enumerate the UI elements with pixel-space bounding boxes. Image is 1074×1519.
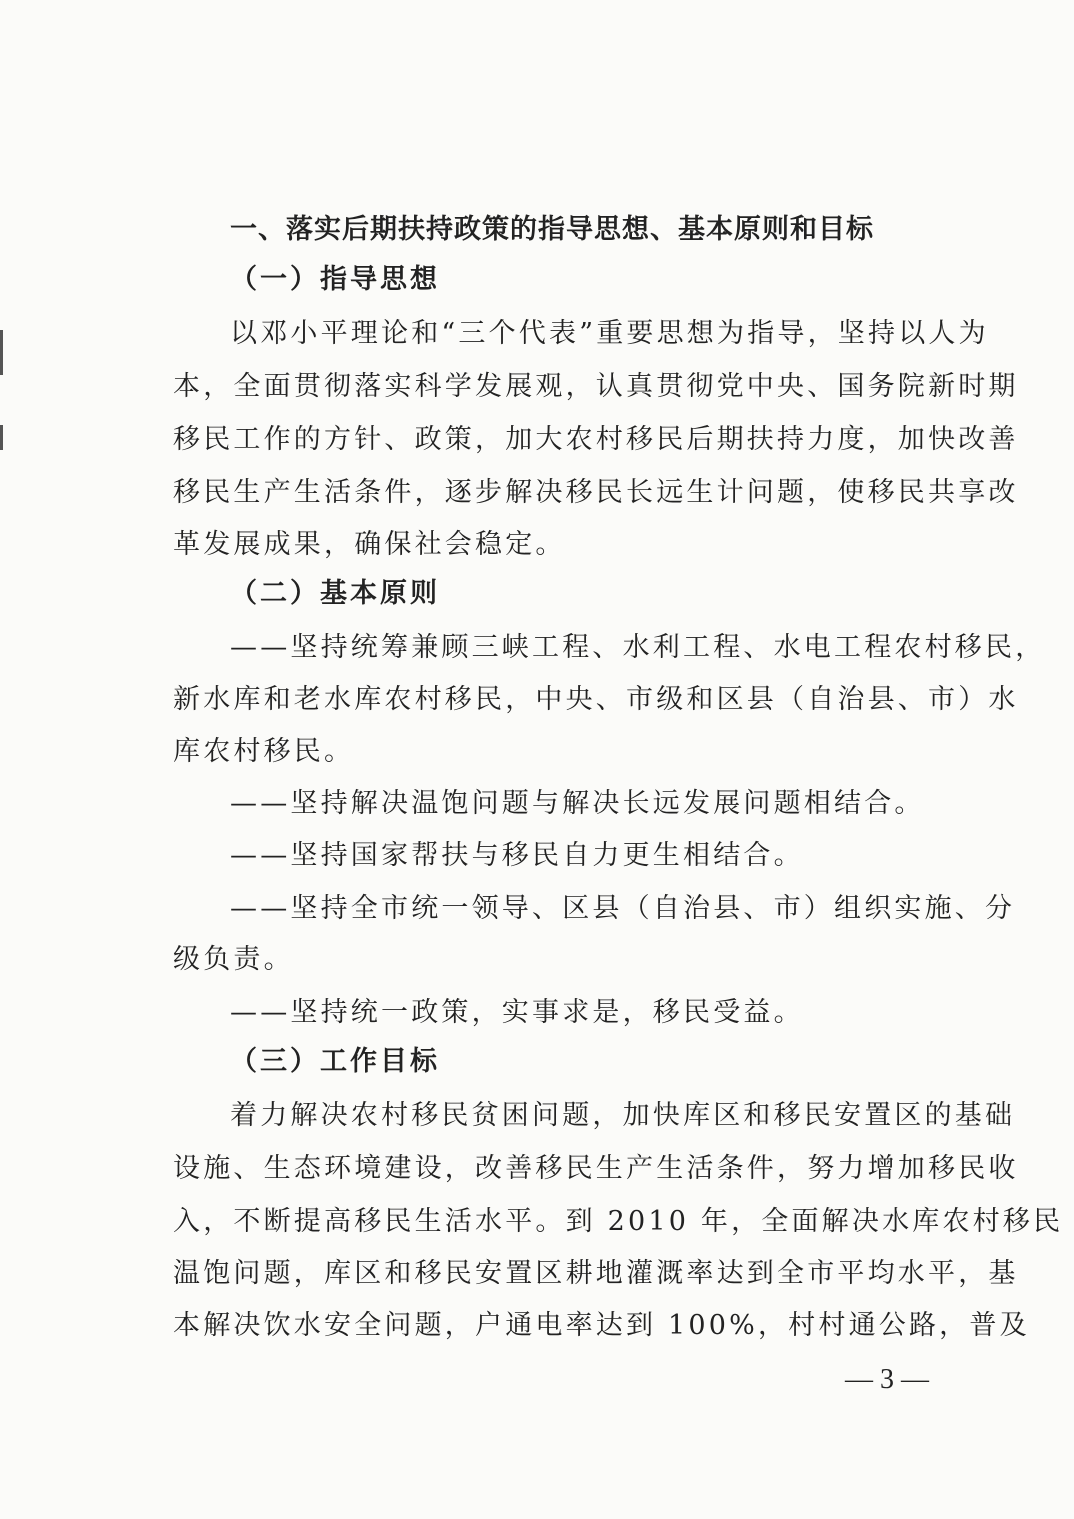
paragraph-line: 入，不断提高移民生活水平。到 2010 年，全面解决水库农村移民 bbox=[173, 1206, 1064, 1237]
page-number: — 3 — bbox=[845, 1364, 929, 1395]
paragraph-line: 革发展成果，确保社会稳定。 bbox=[173, 529, 566, 560]
paragraph-line: 本，全面贯彻落实科学发展观，认真贯彻党中央、国务院新时期 bbox=[173, 371, 1019, 402]
paragraph-line: 移民工作的方针、政策，加大农村移民后期扶持力度，加快改善 bbox=[173, 424, 1019, 455]
paragraph-line: 库农村移民。 bbox=[173, 736, 355, 767]
section-title-guiding-thought: （一）指导思想 bbox=[230, 264, 440, 295]
section-title-basic-principles: （二）基本原则 bbox=[230, 578, 440, 609]
paragraph-line: ——坚持国家帮扶与移民自力更生相结合。 bbox=[230, 840, 804, 871]
paragraph-line: 温饱问题，库区和移民安置区耕地灌溉率达到全市平均水平，基 bbox=[173, 1258, 1019, 1289]
scan-edge-mark bbox=[0, 330, 3, 375]
paragraph-line: ——坚持解决温饱问题与解决长远发展问题相结合。 bbox=[230, 788, 925, 819]
paragraph-line: ——坚持统一政策，实事求是，移民受益。 bbox=[230, 997, 804, 1028]
paragraph-line: 着力解决农村移民贫困问题，加快库区和移民安置区的基础 bbox=[230, 1100, 1016, 1131]
paragraph-line: 以邓小平理论和“三个代表”重要思想为指导，坚持以人为 bbox=[230, 318, 989, 349]
section-title-work-goals: （三）工作目标 bbox=[230, 1046, 440, 1077]
paragraph-line: 级负责。 bbox=[173, 944, 294, 975]
paragraph-line: 移民生产生活条件，逐步解决移民长远生计问题，使移民共享改 bbox=[173, 477, 1019, 508]
paragraph-line: 新水库和老水库农村移民，中央、市级和区县（自治县、市）水 bbox=[173, 684, 1019, 715]
paragraph-line: ——坚持统筹兼顾三峡工程、水利工程、水电工程农村移民， bbox=[230, 632, 1046, 663]
paragraph-line: 设施、生态环境建设，改善移民生产生活条件，努力增加移民收 bbox=[173, 1153, 1019, 1184]
main-heading: 一、落实后期扶持政策的指导思想、基本原则和目标 bbox=[230, 214, 874, 245]
paragraph-line: ——坚持全市统一领导、区县（自治县、市）组织实施、分 bbox=[230, 893, 1016, 924]
paragraph-line: 本解决饮水安全问题，户通电率达到 100%，村村通公路，普及 bbox=[173, 1310, 1030, 1341]
scan-edge-mark bbox=[0, 425, 3, 450]
